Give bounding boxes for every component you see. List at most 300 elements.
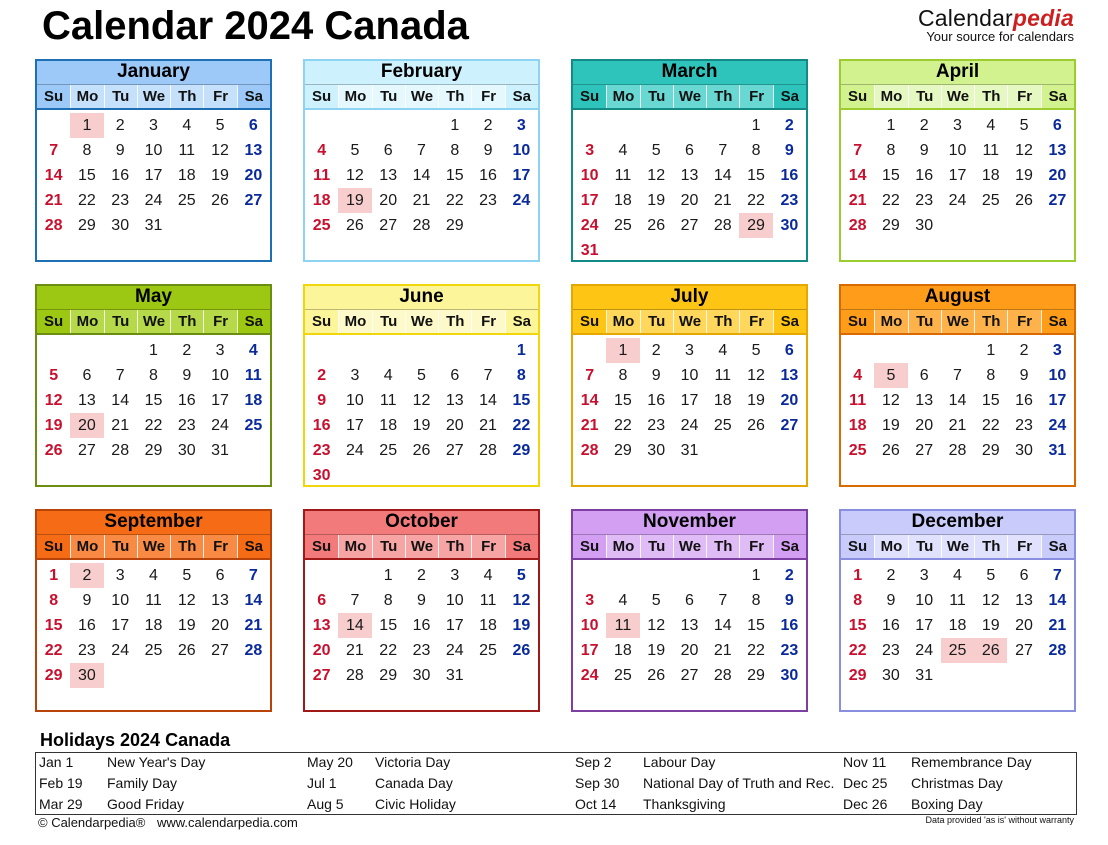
day-cell[interactable]: 22 [747,642,765,659]
day-cell[interactable]: 30 [1015,442,1033,459]
day-cell[interactable]: 6 [685,592,694,609]
day-cell[interactable]: 3 [215,342,225,359]
day-cell[interactable]: 18 [379,417,398,434]
day-cell[interactable]: 5 [417,367,426,384]
day-cell[interactable]: 28 [713,217,732,234]
day-cell[interactable]: 24 [1048,417,1067,434]
day-cell[interactable]: 6 [1052,117,1062,134]
day-cell[interactable]: 6 [919,367,929,384]
day-cell[interactable]: 7 [953,367,962,384]
day-cell[interactable]: 14 [580,392,599,409]
day-cell[interactable]: 16 [1015,392,1033,409]
day-cell[interactable]: 12 [512,592,531,609]
day-cell[interactable]: 2 [919,117,929,134]
day-cell[interactable]: 21 [346,642,364,659]
day-cell[interactable]: 6 [317,592,327,609]
day-cell[interactable]: 8 [853,592,863,609]
day-cell[interactable]: 10 [680,367,699,384]
holiday-day-cell[interactable]: 30 [70,663,103,688]
day-cell[interactable]: 20 [780,392,799,409]
day-cell[interactable]: 5 [182,567,192,584]
day-cell[interactable]: 8 [986,367,996,384]
day-cell[interactable]: 1 [149,342,158,359]
day-cell[interactable]: 28 [244,642,263,659]
day-cell[interactable]: 13 [445,392,464,409]
day-cell[interactable]: 16 [780,617,799,634]
day-cell[interactable]: 1 [886,117,896,134]
day-cell[interactable]: 10 [512,142,531,159]
day-cell[interactable]: 27 [915,442,934,459]
day-cell[interactable]: 6 [685,142,694,159]
day-cell[interactable]: 24 [915,642,934,659]
footer-url[interactable]: www.calendarpedia.com [156,815,298,830]
day-cell[interactable]: 9 [483,142,493,159]
day-cell[interactable]: 29 [78,217,96,234]
day-cell[interactable]: 13 [78,392,96,409]
day-cell[interactable]: 10 [211,367,229,384]
day-cell[interactable]: 6 [383,142,393,159]
day-cell[interactable]: 19 [647,192,666,209]
day-cell[interactable]: 27 [244,192,263,209]
day-cell[interactable]: 27 [312,667,331,684]
day-cell[interactable]: 26 [882,442,900,459]
holiday-day-cell[interactable]: 19 [338,188,371,213]
day-cell[interactable]: 14 [848,167,867,184]
day-cell[interactable]: 26 [647,217,666,234]
day-cell[interactable]: 19 [44,417,63,434]
day-cell[interactable]: 29 [614,442,632,459]
day-cell[interactable]: 12 [177,592,196,609]
day-cell[interactable]: 12 [211,142,229,159]
day-cell[interactable]: 27 [211,642,229,659]
day-cell[interactable]: 30 [312,467,331,484]
day-cell[interactable]: 20 [445,417,464,434]
day-cell[interactable]: 26 [211,192,229,209]
day-cell[interactable]: 16 [111,167,130,184]
day-cell[interactable]: 3 [516,117,526,134]
day-cell[interactable]: 17 [211,392,229,409]
day-cell[interactable]: 13 [244,142,263,159]
day-cell[interactable]: 13 [680,617,699,634]
day-cell[interactable]: 14 [713,617,732,634]
day-cell[interactable]: 19 [211,167,229,184]
day-cell[interactable]: 20 [312,642,331,659]
day-cell[interactable]: 13 [1048,142,1067,159]
day-cell[interactable]: 16 [882,617,900,634]
day-cell[interactable]: 24 [211,417,229,434]
day-cell[interactable]: 27 [445,442,464,459]
day-cell[interactable]: 13 [780,367,799,384]
day-cell[interactable]: 16 [780,167,799,184]
day-cell[interactable]: 27 [780,417,799,434]
day-cell[interactable]: 31 [211,442,229,459]
day-cell[interactable]: 10 [580,617,599,634]
day-cell[interactable]: 26 [512,642,531,659]
day-cell[interactable]: 3 [953,117,962,134]
day-cell[interactable]: 22 [614,417,632,434]
day-cell[interactable]: 15 [747,617,765,634]
day-cell[interactable]: 28 [848,217,867,234]
day-cell[interactable]: 31 [144,217,163,234]
day-cell[interactable]: 13 [211,592,229,609]
day-cell[interactable]: 25 [713,417,732,434]
day-cell[interactable]: 15 [882,167,900,184]
day-cell[interactable]: 7 [483,367,493,384]
day-cell[interactable]: 26 [747,417,765,434]
day-cell[interactable]: 19 [647,642,666,659]
day-cell[interactable]: 12 [412,392,431,409]
day-cell[interactable]: 1 [450,117,460,134]
day-cell[interactable]: 22 [848,642,867,659]
day-cell[interactable]: 23 [915,192,934,209]
day-cell[interactable]: 22 [44,642,63,659]
day-cell[interactable]: 10 [445,592,464,609]
day-cell[interactable]: 13 [312,617,331,634]
day-cell[interactable]: 8 [751,592,761,609]
day-cell[interactable]: 29 [882,217,900,234]
day-cell[interactable]: 14 [111,392,130,409]
day-cell[interactable]: 17 [512,167,531,184]
day-cell[interactable]: 7 [417,142,426,159]
holiday-day-cell[interactable]: 5 [874,363,907,388]
day-cell[interactable]: 7 [853,142,863,159]
day-cell[interactable]: 24 [144,192,163,209]
day-cell[interactable]: 18 [244,392,263,409]
day-cell[interactable]: 7 [1052,567,1062,584]
day-cell[interactable]: 24 [680,417,699,434]
day-cell[interactable]: 27 [1015,642,1033,659]
day-cell[interactable]: 15 [379,617,398,634]
day-cell[interactable]: 23 [882,642,900,659]
day-cell[interactable]: 17 [144,167,163,184]
day-cell[interactable]: 13 [1015,592,1033,609]
holiday-day-cell[interactable]: 20 [70,413,103,438]
day-cell[interactable]: 3 [149,117,158,134]
day-cell[interactable]: 31 [1048,442,1067,459]
day-cell[interactable]: 9 [1019,367,1029,384]
day-cell[interactable]: 14 [713,167,732,184]
day-cell[interactable]: 21 [44,192,63,209]
day-cell[interactable]: 18 [848,417,867,434]
day-cell[interactable]: 26 [44,442,63,459]
day-cell[interactable]: 28 [948,442,967,459]
day-cell[interactable]: 22 [981,417,1000,434]
day-cell[interactable]: 20 [379,192,398,209]
day-cell[interactable]: 10 [948,142,967,159]
day-cell[interactable]: 3 [585,592,595,609]
day-cell[interactable]: 22 [78,192,96,209]
day-cell[interactable]: 1 [751,567,761,584]
day-cell[interactable]: 2 [651,342,661,359]
day-cell[interactable]: 24 [445,642,464,659]
day-cell[interactable]: 25 [479,642,497,659]
day-cell[interactable]: 10 [144,142,163,159]
day-cell[interactable]: 4 [853,367,863,384]
day-cell[interactable]: 17 [111,617,130,634]
day-cell[interactable]: 5 [986,567,996,584]
day-cell[interactable]: 14 [44,167,63,184]
day-cell[interactable]: 2 [115,117,125,134]
day-cell[interactable]: 24 [580,667,599,684]
day-cell[interactable]: 21 [848,192,867,209]
day-cell[interactable]: 15 [512,392,531,409]
day-cell[interactable]: 28 [346,667,364,684]
day-cell[interactable]: 20 [680,642,699,659]
day-cell[interactable]: 23 [412,642,431,659]
day-cell[interactable]: 27 [379,217,398,234]
day-cell[interactable]: 15 [78,167,96,184]
day-cell[interactable]: 4 [149,567,158,584]
day-cell[interactable]: 25 [848,442,867,459]
day-cell[interactable]: 22 [512,417,531,434]
day-cell[interactable]: 11 [714,367,732,384]
holiday-day-cell[interactable]: 14 [338,613,371,638]
day-cell[interactable]: 23 [312,442,331,459]
day-cell[interactable]: 2 [417,567,426,584]
day-cell[interactable]: 12 [882,392,900,409]
day-cell[interactable]: 1 [986,342,996,359]
day-cell[interactable]: 18 [479,617,497,634]
day-cell[interactable]: 1 [853,567,863,584]
day-cell[interactable]: 23 [780,192,799,209]
day-cell[interactable]: 15 [445,167,464,184]
day-cell[interactable]: 8 [49,592,59,609]
day-cell[interactable]: 12 [747,367,765,384]
day-cell[interactable]: 3 [350,367,360,384]
day-cell[interactable]: 27 [78,442,96,459]
holiday-day-cell[interactable]: 25 [941,638,974,663]
day-cell[interactable]: 19 [747,392,765,409]
day-cell[interactable]: 12 [44,392,63,409]
day-cell[interactable]: 25 [981,192,1000,209]
day-cell[interactable]: 21 [713,192,732,209]
day-cell[interactable]: 20 [680,192,699,209]
holiday-day-cell[interactable]: 29 [739,213,772,238]
day-cell[interactable]: 28 [412,217,431,234]
day-cell[interactable]: 11 [949,592,966,609]
day-cell[interactable]: 5 [49,367,59,384]
day-cell[interactable]: 6 [215,567,225,584]
day-cell[interactable]: 5 [350,142,360,159]
day-cell[interactable]: 5 [651,142,661,159]
day-cell[interactable]: 11 [178,142,196,159]
day-cell[interactable]: 1 [383,567,393,584]
day-cell[interactable]: 4 [986,117,996,134]
day-cell[interactable]: 6 [82,367,92,384]
day-cell[interactable]: 11 [244,367,262,384]
day-cell[interactable]: 12 [647,617,666,634]
day-cell[interactable]: 21 [713,642,732,659]
day-cell[interactable]: 6 [784,342,794,359]
day-cell[interactable]: 23 [177,417,196,434]
holiday-day-cell[interactable]: 11 [606,613,639,638]
day-cell[interactable]: 29 [747,667,765,684]
day-cell[interactable]: 19 [177,617,196,634]
day-cell[interactable]: 29 [848,667,867,684]
day-cell[interactable]: 17 [1048,392,1067,409]
day-cell[interactable]: 12 [346,167,364,184]
day-cell[interactable]: 7 [115,367,125,384]
day-cell[interactable]: 17 [580,642,599,659]
day-cell[interactable]: 10 [1048,367,1067,384]
day-cell[interactable]: 7 [49,142,59,159]
day-cell[interactable]: 1 [49,567,59,584]
day-cell[interactable]: 26 [412,442,431,459]
day-cell[interactable]: 9 [919,142,929,159]
day-cell[interactable]: 5 [215,117,225,134]
day-cell[interactable]: 20 [244,167,263,184]
day-cell[interactable]: 16 [915,167,934,184]
day-cell[interactable]: 26 [346,217,364,234]
day-cell[interactable]: 23 [780,642,799,659]
day-cell[interactable]: 16 [177,392,196,409]
day-cell[interactable]: 15 [848,617,867,634]
day-cell[interactable]: 31 [680,442,699,459]
day-cell[interactable]: 22 [882,192,900,209]
day-cell[interactable]: 8 [751,142,761,159]
day-cell[interactable]: 13 [379,167,398,184]
holiday-day-cell[interactable]: 26 [974,638,1007,663]
day-cell[interactable]: 4 [248,342,258,359]
day-cell[interactable]: 3 [1052,342,1062,359]
day-cell[interactable]: 14 [412,167,431,184]
day-cell[interactable]: 21 [1048,617,1067,634]
day-cell[interactable]: 7 [718,592,728,609]
day-cell[interactable]: 13 [680,167,699,184]
day-cell[interactable]: 17 [445,617,464,634]
day-cell[interactable]: 30 [177,442,196,459]
day-cell[interactable]: 9 [182,367,192,384]
day-cell[interactable]: 4 [483,567,493,584]
day-cell[interactable]: 17 [346,417,364,434]
day-cell[interactable]: 14 [479,392,497,409]
day-cell[interactable]: 29 [44,667,63,684]
day-cell[interactable]: 7 [585,367,595,384]
day-cell[interactable]: 19 [512,617,531,634]
day-cell[interactable]: 3 [685,342,694,359]
day-cell[interactable]: 30 [780,667,799,684]
day-cell[interactable]: 8 [516,367,526,384]
day-cell[interactable]: 11 [614,167,632,184]
day-cell[interactable]: 23 [78,642,96,659]
day-cell[interactable]: 23 [647,417,666,434]
day-cell[interactable]: 29 [144,442,163,459]
day-cell[interactable]: 15 [144,392,163,409]
day-cell[interactable]: 17 [915,617,934,634]
day-cell[interactable]: 22 [144,417,163,434]
day-cell[interactable]: 11 [849,392,867,409]
day-cell[interactable]: 30 [412,667,431,684]
day-cell[interactable]: 30 [915,217,934,234]
day-cell[interactable]: 3 [585,142,595,159]
day-cell[interactable]: 18 [177,167,196,184]
day-cell[interactable]: 2 [1019,342,1029,359]
day-cell[interactable]: 2 [886,567,896,584]
day-cell[interactable]: 1 [516,342,526,359]
holiday-day-cell[interactable]: 1 [70,113,103,138]
day-cell[interactable]: 26 [1015,192,1033,209]
day-cell[interactable]: 9 [886,592,896,609]
day-cell[interactable]: 4 [182,117,192,134]
day-cell[interactable]: 7 [350,592,360,609]
day-cell[interactable]: 8 [450,142,460,159]
day-cell[interactable]: 1 [751,117,761,134]
day-cell[interactable]: 11 [313,167,331,184]
day-cell[interactable]: 18 [713,392,732,409]
day-cell[interactable]: 20 [1015,617,1033,634]
day-cell[interactable]: 27 [680,667,699,684]
day-cell[interactable]: 25 [614,217,632,234]
day-cell[interactable]: 24 [512,192,531,209]
day-cell[interactable]: 26 [177,642,196,659]
day-cell[interactable]: 17 [580,192,599,209]
day-cell[interactable]: 22 [747,192,765,209]
day-cell[interactable]: 9 [651,367,661,384]
day-cell[interactable]: 12 [1015,142,1033,159]
day-cell[interactable]: 28 [479,442,497,459]
day-cell[interactable]: 4 [317,142,327,159]
day-cell[interactable]: 14 [1048,592,1067,609]
day-cell[interactable]: 11 [145,592,162,609]
brand-logo[interactable] [918,6,1074,44]
day-cell[interactable]: 16 [479,167,497,184]
day-cell[interactable]: 9 [82,592,92,609]
day-cell[interactable]: 25 [177,192,196,209]
day-cell[interactable]: 18 [614,192,632,209]
day-cell[interactable]: 15 [44,617,63,634]
day-cell[interactable]: 2 [784,567,794,584]
day-cell[interactable]: 28 [580,442,599,459]
day-cell[interactable]: 25 [379,442,398,459]
day-cell[interactable]: 15 [614,392,632,409]
day-cell[interactable]: 3 [450,567,460,584]
day-cell[interactable]: 20 [1048,167,1067,184]
day-cell[interactable]: 13 [915,392,934,409]
day-cell[interactable]: 31 [915,667,934,684]
day-cell[interactable]: 9 [784,592,794,609]
day-cell[interactable]: 24 [346,442,364,459]
day-cell[interactable]: 9 [784,142,794,159]
day-cell[interactable]: 5 [516,567,526,584]
day-cell[interactable]: 5 [1019,117,1029,134]
day-cell[interactable]: 6 [1019,567,1029,584]
day-cell[interactable]: 11 [982,142,1000,159]
day-cell[interactable]: 18 [948,617,967,634]
day-cell[interactable]: 19 [412,417,431,434]
day-cell[interactable]: 8 [82,142,92,159]
day-cell[interactable]: 25 [312,217,331,234]
day-cell[interactable]: 16 [78,617,96,634]
day-cell[interactable]: 5 [751,342,761,359]
day-cell[interactable]: 31 [445,667,464,684]
day-cell[interactable]: 8 [149,367,158,384]
day-cell[interactable]: 17 [948,167,967,184]
day-cell[interactable]: 11 [479,592,497,609]
day-cell[interactable]: 18 [312,192,331,209]
day-cell[interactable]: 21 [580,417,599,434]
day-cell[interactable]: 20 [915,417,934,434]
day-cell[interactable]: 12 [647,167,666,184]
day-cell[interactable]: 19 [981,617,1000,634]
day-cell[interactable]: 10 [915,592,934,609]
day-cell[interactable]: 14 [948,392,967,409]
day-cell[interactable]: 23 [1015,417,1033,434]
day-cell[interactable]: 25 [244,417,263,434]
day-cell[interactable]: 6 [248,117,258,134]
day-cell[interactable]: 21 [412,192,431,209]
day-cell[interactable]: 3 [919,567,929,584]
day-cell[interactable]: 28 [111,442,130,459]
